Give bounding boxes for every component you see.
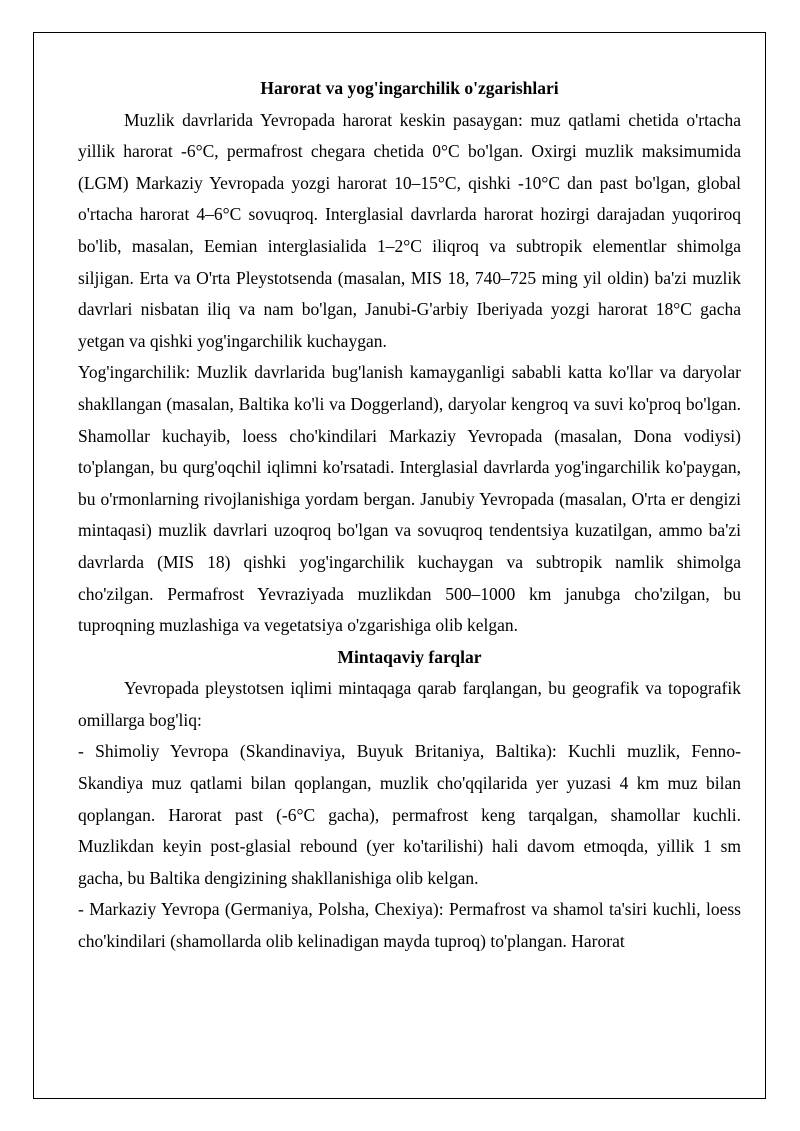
section-title-regional-differences: Mintaqaviy farqlar bbox=[337, 646, 482, 667]
list-item-northern-europe: - Shimoliy Yevropa (Skandinaviya, Buyuk Britaniya, Baltika): Kuchli muzlik, Fenno-Skandiya muz qatlami bilan qoplangan, muzlik cho'qqilarida yer yuzasi 4 km muz bilan qoplangan. Harorat past (-6°C gacha), permafrost keng tarqalgan, shamollar kuchli. Muzlikdan keyin post-glasial rebound (yer ko'tarilishi) hali davom etmoqda, yillik 1 sm gacha, bu Baltika dengizining shakllanishiga olib kelgan. bbox=[78, 741, 741, 888]
document-body bbox=[78, 73, 741, 958]
section-title-temperature-precipitation: Harorat va yog'ingarchilik o'zgarishlari bbox=[260, 78, 559, 98]
paragraph-regional-intro: Yevropada pleystotsen iqlimi mintaqaga qarab farqlangan, bu geografik va topografik omillarga bog'liq: bbox=[78, 678, 741, 730]
paragraph-temperature: Muzlik davrlarida Yevropada harorat keskin pasaygan: muz qatlami chetida o'rtacha yillik harorat -6°C, permafrost chegara chetida 0°C bo'lgan. Oxirgi muzlik maksimumida (LGM) Markaziy Yevropada yozgi harorat 10–15°C, qishki -10°C dan past bo'lgan, global o'rtacha harorat 4–6°C sovuqroq. Interglasial davrlarda harorat hozirgi darajadan yuqoriroq bo'lib, masalan, Eemian interglasialida 1–2°C iliqroq va subtropik elementlar shimolga siljigan. Erta va O'rta Pleystotsenda (masalan, MIS 18, 740–725 ming yil oldin) ba'zi muzlik davrlari nisbatan iliq va nam bo'lgan, Janubi-G'arbiy Iberiyada yozgi harorat 18°C gacha yetgan va qishki yog'ingarchilik kuchaygan. bbox=[78, 109, 741, 351]
list-item-central-europe: - Markaziy Yevropa (Germaniya, Polsha, Chexiya): Permafrost va shamol ta'siri kuchli, loess cho'kindilari (shamollarda olib kelinadigan mayda tuproq) to'plangan. Harorat bbox=[78, 899, 741, 952]
paragraph-precipitation: Yog'ingarchilik: Muzlik davrlarida bug'lanish kamayganligi sababli katta ko'llar va daryolar shakllangan (masalan, Baltika ko'li va Doggerland), daryolar kengroq va suvi ko'proq bo'lgan. Shamollar kuchayib, loess cho'kindilari Markaziy Yevropada (masalan, Dona vodiysi) to'plangan, bu qurg'oqchil iqlimni ko'rsatadi. Interglasial davrlarda yog'ingarchilik ko'paygan, bu o'rmonlarning rivojlanishiga yordam bergan. Janubiy Yevropada (masalan, O'rta er dengizi mintaqasi) muzlik davrlari uzoqroq bo'lgan va sovuqroq tendentsiya kuzatilgan, ammo ba'zi davrlarda (MIS 18) qishki yog'ingarchilik kuchaygan va subtropik namlik shimolga cho'zilgan. Permafrost Yevraziyada muzlikdan 500–1000 km janubga cho'zilgan, bu tuproqning muzlashiga va vegetatsiya o'zgarishiga olib kelgan. bbox=[78, 362, 741, 636]
